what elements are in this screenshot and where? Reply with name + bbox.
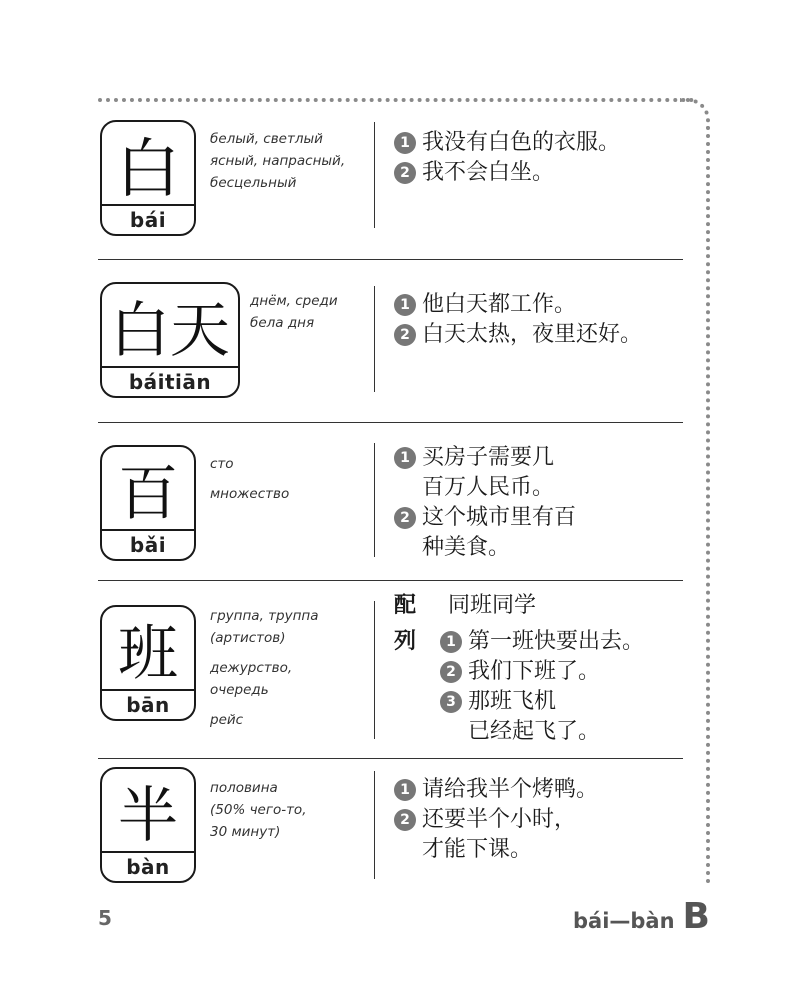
number-badge: 1 xyxy=(440,631,462,653)
hanzi: 百 xyxy=(118,459,178,529)
hanzi: 白 xyxy=(116,133,180,207)
number-badge: 2 xyxy=(394,324,416,346)
range-label: bái—bàn xyxy=(572,909,675,933)
page-range xyxy=(573,896,710,937)
example-item: 2 我们下班了。 xyxy=(440,657,644,687)
example-item: 2 白天太热，夜里还好。 xyxy=(394,320,642,350)
example-item: 1 请给我半个烤鸭。 xyxy=(394,775,598,805)
example-list xyxy=(394,128,620,188)
number-badge: 1 xyxy=(394,447,416,469)
example-item: 2 我不会白坐。 xyxy=(394,158,620,188)
example-item: 2 这个城市里有百 种美食。 xyxy=(394,503,576,563)
entry-ban xyxy=(98,581,683,759)
number-badge: 2 xyxy=(394,507,416,529)
example-item: 1 他白天都工作。 xyxy=(394,290,642,320)
hanzi: 白天 xyxy=(110,296,230,366)
translation: днём, среди бела дня xyxy=(250,293,338,331)
collocation: 同班同学 xyxy=(448,593,537,618)
pinyin: bǎi xyxy=(102,529,194,559)
word-card xyxy=(100,767,196,883)
dotted-border-top xyxy=(98,98,694,102)
number-badge: 2 xyxy=(440,661,462,683)
example-item: 3 那班飞机 已经起飞了。 xyxy=(440,687,644,747)
pinyin: bái xyxy=(102,204,194,234)
number-badge: 3 xyxy=(440,691,462,713)
column-divider xyxy=(374,771,375,879)
translation: сто множество xyxy=(210,456,290,502)
entry-bai3 xyxy=(98,423,683,581)
hanzi: 班 xyxy=(118,619,178,689)
hanzi: 半 xyxy=(118,781,178,851)
example-item: 1 买房子需要几 百万人民币。 xyxy=(394,443,576,503)
dotted-border-right xyxy=(706,126,710,884)
example-item: 2 还要半个小时， 才能下课。 xyxy=(394,805,598,865)
page-number: 5 xyxy=(98,906,112,930)
translation: белый, светлый ясный, напрасный, бесцельный xyxy=(210,131,346,191)
entry-bai xyxy=(98,110,683,260)
translation: половина (50% чего-то, 30 минут) xyxy=(210,780,307,840)
entry-ban4 xyxy=(98,759,683,889)
translation: группа, труппа (артистов) дежурство, очередь рейс xyxy=(210,608,319,728)
number-badge: 1 xyxy=(394,779,416,801)
collocation-label: 配 xyxy=(394,593,417,618)
example-label: 列 xyxy=(394,629,417,654)
example-list xyxy=(394,775,598,865)
pinyin: bān xyxy=(102,689,194,719)
word-card xyxy=(100,120,196,236)
dotted-border-corner xyxy=(680,98,710,128)
pinyin: báitiān xyxy=(102,366,238,396)
number-badge: 2 xyxy=(394,809,416,831)
number-badge: 2 xyxy=(394,162,416,184)
example-list xyxy=(394,443,576,563)
example-item: 1 我没有白色的衣服。 xyxy=(394,128,620,158)
number-badge: 1 xyxy=(394,132,416,154)
word-card xyxy=(100,605,196,721)
number-badge: 1 xyxy=(394,294,416,316)
pinyin: bàn xyxy=(102,851,194,881)
column-divider xyxy=(374,601,375,739)
column-divider xyxy=(374,443,375,557)
column-divider xyxy=(374,286,375,392)
column-divider xyxy=(374,122,375,228)
example-list xyxy=(394,290,642,350)
section-letter: B xyxy=(682,896,710,937)
entry-baitian xyxy=(98,260,683,423)
example-item: 1 第一班快要出去。 xyxy=(440,627,644,657)
word-card xyxy=(100,282,240,398)
word-card xyxy=(100,445,196,561)
example-list xyxy=(440,627,644,747)
